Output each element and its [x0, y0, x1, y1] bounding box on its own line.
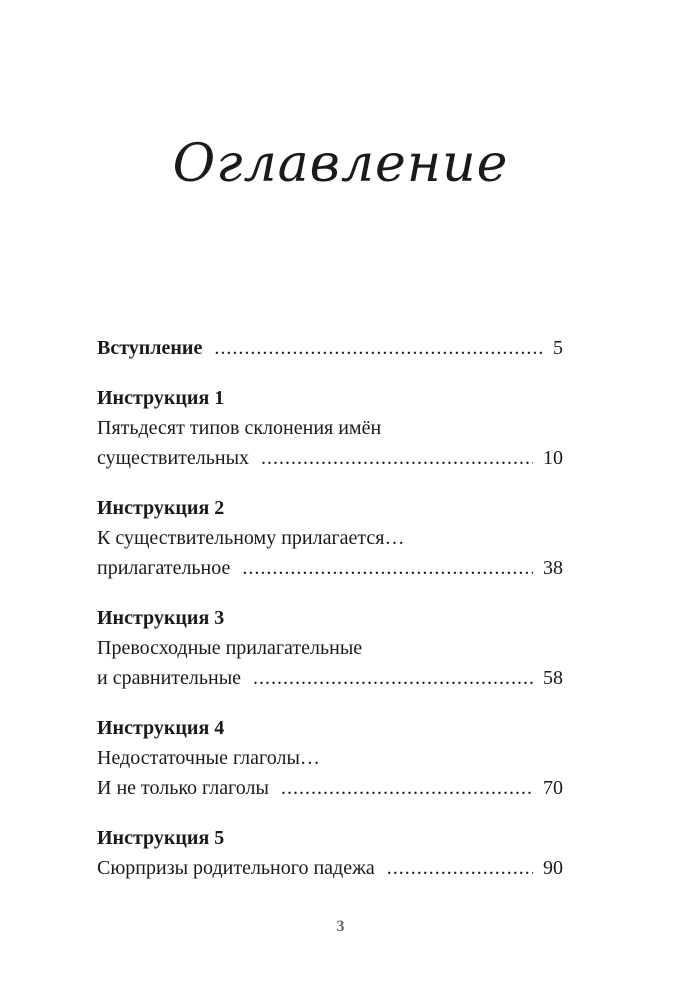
- table-of-contents: [97, 333, 563, 903]
- toc-entry-4: [97, 713, 563, 803]
- dot-leader: [214, 333, 543, 363]
- toc-page-number: 58: [543, 667, 563, 689]
- toc-entry-line: прилагательное: [97, 557, 231, 579]
- dot-leader: [242, 553, 533, 583]
- page-title: Оглавление: [172, 134, 509, 194]
- toc-entry-1: [97, 383, 563, 473]
- toc-entry-heading: Инструкция 2: [97, 497, 225, 519]
- toc-page-number: 38: [543, 557, 563, 579]
- dot-leader: [261, 443, 533, 473]
- dot-leader: [253, 663, 533, 693]
- toc-entry-heading: Инструкция 4: [97, 717, 225, 739]
- toc-entry-line: существительных: [97, 447, 250, 469]
- toc-entry-heading: Инструкция 1: [97, 387, 225, 409]
- toc-entry-3: [97, 603, 563, 693]
- toc-entry-line: и сравнительные: [97, 667, 242, 689]
- toc-entry-5: [97, 823, 563, 883]
- toc-page-number: 10: [543, 447, 563, 469]
- toc-entry-line: Превосходные прилагательные: [97, 637, 363, 659]
- toc-entry-line: И не только глаголы: [97, 777, 269, 799]
- toc-entry-2: [97, 493, 563, 583]
- dot-leader: [387, 853, 533, 883]
- toc-entry-title: Вступление: [97, 337, 203, 359]
- toc-entry-intro: [97, 333, 563, 363]
- toc-entry-line: Сюрпризы родительного падежа: [97, 857, 375, 879]
- toc-entry-heading: Инструкция 3: [97, 607, 225, 629]
- toc-entry-line: К существительному прилагается…: [97, 527, 405, 549]
- toc-entry-heading: Инструкция 5: [97, 827, 225, 849]
- toc-page-number: 90: [543, 857, 563, 879]
- page-number: 3: [336, 918, 345, 935]
- toc-entry-line: Недостаточные глаголы…: [97, 747, 320, 769]
- toc-page-number: 5: [553, 337, 563, 359]
- toc-page-number: 70: [543, 777, 563, 799]
- dot-leader: [281, 773, 533, 803]
- toc-entry-line: Пятьдесят типов склонения имён: [97, 417, 382, 439]
